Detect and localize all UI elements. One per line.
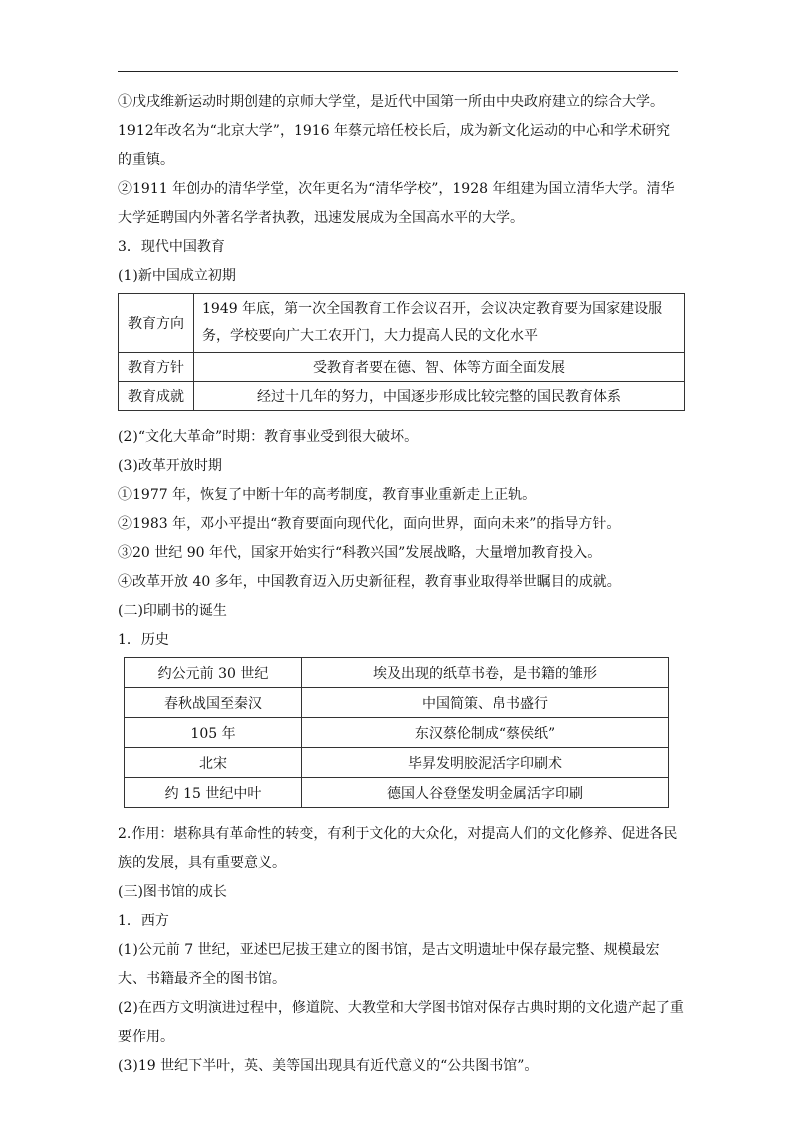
page-content bbox=[118, 88, 684, 1081]
intro-paragraph-1: ①戊戌维新运动时期创建的京师大学堂，是近代中国第一所由中央政府建立的综合大学。1912年改名为“北京大学”，1916 年蔡元培任校长后，成为新文化运动的中心和学术研究的重镇。 bbox=[118, 94, 671, 168]
table-cell-key: 教育方向 bbox=[119, 294, 194, 353]
table-row bbox=[119, 294, 685, 353]
subheading-cultural-revolution: (2)“文化大革命”时期：教育事业受到很大破坏。 bbox=[118, 429, 419, 445]
subheading-west: 1．西方 bbox=[118, 913, 169, 929]
subheading-history: 1．历史 bbox=[118, 632, 169, 648]
subheading-reform-era: (3)改革开放时期 bbox=[118, 458, 222, 474]
subheading-early-prc: (1)新中国成立初期 bbox=[118, 268, 236, 284]
table-cell-key: 教育方针 bbox=[119, 353, 194, 382]
list-item: (2)在西方文明演进过程中，修道院、大教堂和大学图书馆对保存古典时期的文化遗产起了重要作用。 bbox=[118, 1000, 684, 1045]
intro-paragraph-2: ②1911 年创办的清华学堂，次年更名为“清华学校”，1928 年组建为国立清华大学。清华大学延聘国内外著名学者执教，迅速发展成为全国高水平的大学。 bbox=[118, 181, 675, 226]
table-cell-value: 1949 年底，第一次全国教育工作会议召开，会议决定教育要为国家建设服务，学校要向广大工农开门，大力提高人民的文化水平 bbox=[194, 294, 685, 353]
section-heading-modern-education: 3．现代中国教育 bbox=[118, 239, 225, 255]
table-cell-event: 东汉蔡伦制成“蔡侯纸” bbox=[302, 718, 669, 748]
table-row bbox=[119, 353, 685, 382]
table-cell-time: 约公元前 30 世纪 bbox=[125, 658, 302, 688]
list-item: (1)公元前 7 世纪，亚述巴尼拔王建立的图书馆，是古文明遗址中保存最完整、规模最宏大、书籍最齐全的图书馆。 bbox=[118, 942, 660, 987]
list-item: ①1977 年，恢复了中断十年的高考制度，教育事业重新走上正轨。 bbox=[118, 487, 537, 503]
table-cell-time: 约 15 世纪中叶 bbox=[125, 778, 302, 808]
table-row bbox=[125, 718, 669, 748]
table-cell-event: 埃及出现的纸草书卷，是书籍的雏形 bbox=[302, 658, 669, 688]
section-heading-printing: (二)印刷书的诞生 bbox=[118, 603, 227, 619]
list-item: ④改革开放 40 多年，中国教育迈入历史新征程，教育事业取得举世瞩目的成就。 bbox=[118, 574, 621, 590]
table-cell-time: 北宋 bbox=[125, 748, 302, 778]
table-row bbox=[125, 778, 669, 808]
section-heading-library: (三)图书馆的成长 bbox=[118, 884, 227, 900]
table-row bbox=[125, 658, 669, 688]
table-cell-event: 中国简策、帛书盛行 bbox=[302, 688, 669, 718]
table-row bbox=[125, 688, 669, 718]
table-cell-event: 毕昇发明胶泥活字印刷术 bbox=[302, 748, 669, 778]
printing-history-table bbox=[124, 657, 669, 808]
table-cell-time: 105 年 bbox=[125, 718, 302, 748]
table-cell-key: 教育成就 bbox=[119, 382, 194, 411]
education-table bbox=[118, 293, 685, 411]
list-item: ③20 世纪 90 年代，国家开始实行“科教兴国”发展战略，大量增加教育投入。 bbox=[118, 545, 602, 561]
list-item: (3)19 世纪下半叶，英、美等国出现具有近代意义的“公共图书馆”。 bbox=[118, 1058, 539, 1074]
printing-effect-paragraph: 2.作用：堪称具有革命性的转变，有利于文化的大众化，对提高人们的文化修养、促进各民族的发展，具有重要意义。 bbox=[118, 826, 678, 871]
table-cell-time: 春秋战国至秦汉 bbox=[125, 688, 302, 718]
table-cell-value: 经过十几年的努力，中国逐步形成比较完整的国民教育体系 bbox=[194, 382, 685, 411]
table-row bbox=[125, 748, 669, 778]
list-item: ②1983 年，邓小平提出“教育要面向现代化，面向世界，面向未来”的指导方针。 bbox=[118, 516, 621, 532]
header-rule bbox=[118, 71, 678, 72]
table-row bbox=[119, 382, 685, 411]
table-cell-event: 德国人谷登堡发明金属活字印刷 bbox=[302, 778, 669, 808]
table-cell-value: 受教育者要在德、智、体等方面全面发展 bbox=[194, 353, 685, 382]
